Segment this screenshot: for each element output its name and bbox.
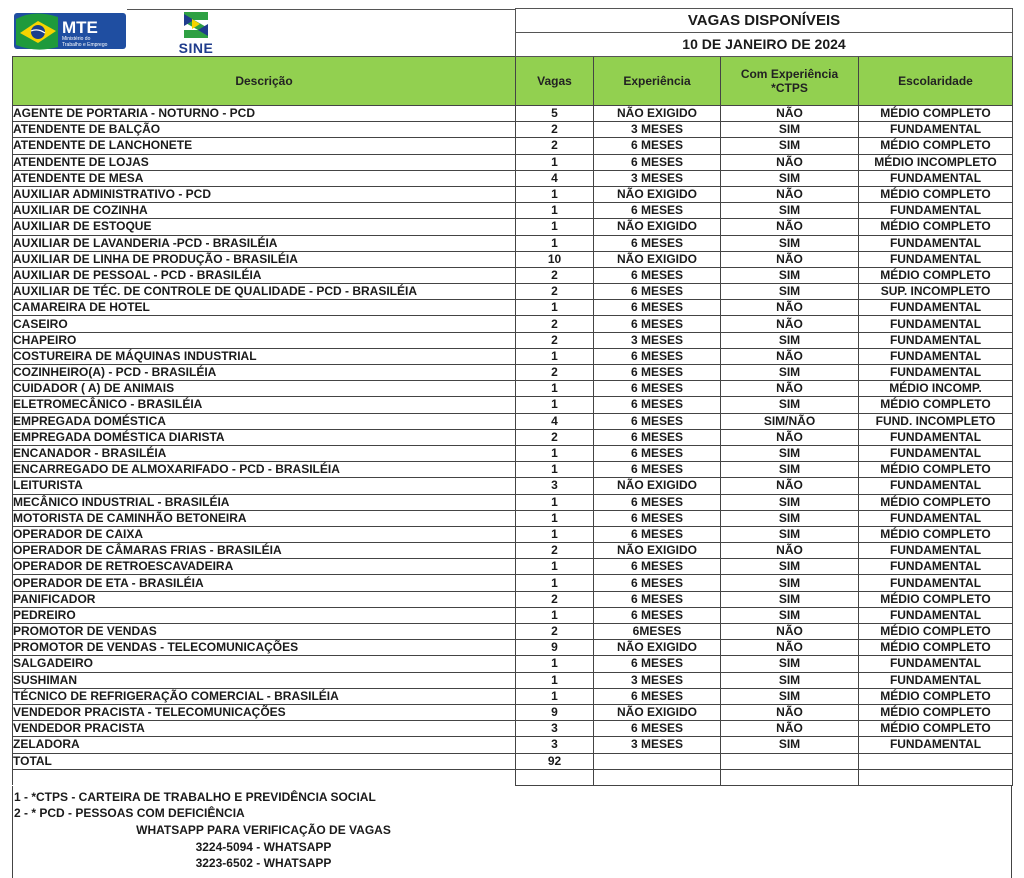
cell-experiencia: 6 MESES xyxy=(594,300,721,316)
cell-vagas: 2 xyxy=(516,365,594,381)
cell-experiencia: 6 MESES xyxy=(594,154,721,170)
cell-experiencia: 6 MESES xyxy=(594,721,721,737)
table-row xyxy=(13,429,1013,445)
cell-ctps: SIM xyxy=(721,170,859,186)
cell-experiencia: 6 MESES xyxy=(594,397,721,413)
cell-vagas: 9 xyxy=(516,640,594,656)
cell-descricao: ATENDENTE DE LANCHONETE xyxy=(13,138,516,154)
cell-experiencia: 6 MESES xyxy=(594,284,721,300)
cell-experiencia: 6 MESES xyxy=(594,445,721,461)
cell-descricao: AUXILIAR DE COZINHA xyxy=(13,203,516,219)
cell-escolaridade: MÉDIO COMPLETO xyxy=(859,591,1013,607)
cell-experiencia: NÃO EXIGIDO xyxy=(594,543,721,559)
cell-escolaridade: FUNDAMENTAL xyxy=(859,316,1013,332)
cell-ctps: NÃO xyxy=(721,106,859,122)
cell-descricao: OPERADOR DE CAIXA xyxy=(13,526,516,542)
table-row xyxy=(13,267,1013,283)
cell-escolaridade: MÉDIO COMPLETO xyxy=(859,704,1013,720)
svg-text:MTE: MTE xyxy=(62,18,98,37)
cell-escolaridade: FUNDAMENTAL xyxy=(859,235,1013,251)
cell-ctps: NÃO xyxy=(721,186,859,202)
table-row xyxy=(13,365,1013,381)
cell-vagas: 1 xyxy=(516,348,594,364)
sheet-header xyxy=(12,8,1012,56)
cell-vagas: 10 xyxy=(516,251,594,267)
sine-logo-text: SINE xyxy=(178,40,214,56)
cell-descricao: MOTORISTA DE CAMINHÃO BETONEIRA xyxy=(13,510,516,526)
table-row xyxy=(13,332,1013,348)
whatsapp-phone-2: 3223-6502 - WHATSAPP xyxy=(195,855,332,870)
cell-experiencia: 6 MESES xyxy=(594,559,721,575)
cell-ctps: SIM xyxy=(721,462,859,478)
cell-ctps: NÃO xyxy=(721,624,859,640)
cell-experiencia: NÃO EXIGIDO xyxy=(594,704,721,720)
cell-experiencia: 6 MESES xyxy=(594,591,721,607)
cell-escolaridade: FUNDAMENTAL xyxy=(859,170,1013,186)
table-row xyxy=(13,154,1013,170)
cell-vagas: 1 xyxy=(516,526,594,542)
cell-ctps: NÃO xyxy=(721,381,859,397)
cell-escolaridade: FUNDAMENTAL xyxy=(859,559,1013,575)
cell-descricao: OPERADOR DE ETA - BRASILÉIA xyxy=(13,575,516,591)
cell-escolaridade: FUNDAMENTAL xyxy=(859,251,1013,267)
cell-escolaridade: MÉDIO COMPLETO xyxy=(859,106,1013,122)
title-box xyxy=(515,8,1013,57)
cell-vagas: 1 xyxy=(516,688,594,704)
cell-vagas: 1 xyxy=(516,672,594,688)
right-border xyxy=(1011,786,1012,878)
blank-row xyxy=(13,769,1013,785)
cell-descricao: OPERADOR DE CÂMARAS FRIAS - BRASILÉIA xyxy=(13,543,516,559)
cell-escolaridade: FUNDAMENTAL xyxy=(859,445,1013,461)
cell-escolaridade: FUNDAMENTAL xyxy=(859,737,1013,753)
table-row xyxy=(13,656,1013,672)
cell-ctps: NÃO xyxy=(721,219,859,235)
cell-descricao: ELETROMECÂNICO - BRASILÉIA xyxy=(13,397,516,413)
table-row xyxy=(13,704,1013,720)
cell-ctps: NÃO xyxy=(721,154,859,170)
cell-vagas: 1 xyxy=(516,397,594,413)
cell-vagas: 2 xyxy=(516,429,594,445)
cell-escolaridade: FUNDAMENTAL xyxy=(859,300,1013,316)
table-row xyxy=(13,235,1013,251)
cell-escolaridade: FUNDAMENTAL xyxy=(859,510,1013,526)
table-row xyxy=(13,348,1013,364)
cell-vagas: 4 xyxy=(516,413,594,429)
table-row xyxy=(13,526,1013,542)
table-row xyxy=(13,607,1013,623)
cell-ctps: NÃO xyxy=(721,300,859,316)
cell-experiencia: 6 MESES xyxy=(594,365,721,381)
table-row xyxy=(13,397,1013,413)
cell-descricao: SUSHIMAN xyxy=(13,672,516,688)
cell-experiencia: 6 MESES xyxy=(594,267,721,283)
cell-descricao: AUXILIAR ADMINISTRATIVO - PCD xyxy=(13,186,516,202)
whatsapp-title: WHATSAPP PARA VERIFICAÇÃO DE VAGAS xyxy=(136,822,391,837)
table-row xyxy=(13,478,1013,494)
cell-experiencia: 6 MESES xyxy=(594,348,721,364)
cell-ctps: NÃO xyxy=(721,316,859,332)
cell-vagas: 2 xyxy=(516,122,594,138)
cell-vagas: 1 xyxy=(516,235,594,251)
cell-descricao: CAMAREIRA DE HOTEL xyxy=(13,300,516,316)
cell-escolaridade: MÉDIO COMPLETO xyxy=(859,186,1013,202)
cell-escolaridade: MÉDIO COMPLETO xyxy=(859,494,1013,510)
cell-vagas: 3 xyxy=(516,478,594,494)
cell-ctps: NÃO xyxy=(721,478,859,494)
cell-experiencia: 6 MESES xyxy=(594,235,721,251)
col-header-experiencia: Experiência xyxy=(594,57,721,106)
cell-experiencia: 3 MESES xyxy=(594,332,721,348)
col-header-escolaridade: Escolaridade xyxy=(859,57,1013,106)
cell-vagas: 1 xyxy=(516,154,594,170)
cell-experiencia: 6 MESES xyxy=(594,510,721,526)
cell-vagas: 1 xyxy=(516,575,594,591)
cell-descricao: VENDEDOR PRACISTA xyxy=(13,721,516,737)
cell-ctps: SIM xyxy=(721,284,859,300)
table-row xyxy=(13,413,1013,429)
table-row xyxy=(13,381,1013,397)
table-row xyxy=(13,284,1013,300)
cell-escolaridade: FUNDAMENTAL xyxy=(859,575,1013,591)
cell-ctps: SIM xyxy=(721,267,859,283)
cell-vagas: 3 xyxy=(516,737,594,753)
table-row xyxy=(13,251,1013,267)
table-row xyxy=(13,138,1013,154)
cell-ctps: SIM xyxy=(721,688,859,704)
whatsapp-phone-1: 3224-5094 - WHATSAPP xyxy=(195,839,332,854)
cell-vagas: 2 xyxy=(516,624,594,640)
cell-escolaridade: MÉDIO COMPLETO xyxy=(859,462,1013,478)
cell-vagas: 1 xyxy=(516,607,594,623)
cell-descricao: COZINHEIRO(A) - PCD - BRASILÉIA xyxy=(13,365,516,381)
cell-descricao: AUXILIAR DE TÉC. DE CONTROLE DE QUALIDADE - PCD - BRASILÉIA xyxy=(13,284,516,300)
total-value: 92 xyxy=(516,753,594,769)
col-header-ctps-line2: *CTPS xyxy=(771,81,808,95)
table-row xyxy=(13,737,1013,753)
cell-escolaridade: MÉDIO COMPLETO xyxy=(859,219,1013,235)
cell-escolaridade: FUNDAMENTAL xyxy=(859,607,1013,623)
table-row xyxy=(13,106,1013,122)
cell-ctps: NÃO xyxy=(721,543,859,559)
table-row xyxy=(13,494,1013,510)
cell-ctps: SIM/NÃO xyxy=(721,413,859,429)
cell-ctps: NÃO xyxy=(721,640,859,656)
cell-escolaridade: FUNDAMENTAL xyxy=(859,332,1013,348)
blank-cell xyxy=(13,769,516,785)
cell-vagas: 9 xyxy=(516,704,594,720)
cell-experiencia: 6MESES xyxy=(594,624,721,640)
svg-text:Ministério do: Ministério do xyxy=(62,36,91,42)
cell-vagas: 2 xyxy=(516,591,594,607)
cell-experiencia: 6 MESES xyxy=(594,656,721,672)
cell-vagas: 1 xyxy=(516,219,594,235)
cell-vagas: 1 xyxy=(516,559,594,575)
cell-descricao: PANIFICADOR xyxy=(13,591,516,607)
cell-vagas: 1 xyxy=(516,203,594,219)
table-row xyxy=(13,170,1013,186)
cell-experiencia: NÃO EXIGIDO xyxy=(594,640,721,656)
cell-descricao: LEITURISTA xyxy=(13,478,516,494)
table-body xyxy=(13,106,1013,754)
cell-ctps: SIM xyxy=(721,656,859,672)
cell-escolaridade: MÉDIO INCOMPLETO xyxy=(859,154,1013,170)
cell-descricao: ATENDENTE DE LOJAS xyxy=(13,154,516,170)
table-row xyxy=(13,624,1013,640)
footnote-pcd: 2 - * PCD - PESSOAS COM DEFICIÊNCIA xyxy=(14,805,245,820)
cell-descricao: CHAPEIRO xyxy=(13,332,516,348)
cell-escolaridade: FUND. INCOMPLETO xyxy=(859,413,1013,429)
cell-escolaridade: MÉDIO COMPLETO xyxy=(859,721,1013,737)
cell-vagas: 2 xyxy=(516,138,594,154)
cell-experiencia: 3 MESES xyxy=(594,737,721,753)
cell-experiencia: NÃO EXIGIDO xyxy=(594,219,721,235)
cell-descricao: TÉCNICO DE REFRIGERAÇÃO COMERCIAL - BRASILÉIA xyxy=(13,688,516,704)
total-empty-cell xyxy=(859,753,1013,769)
cell-descricao: VENDEDOR PRACISTA - TELECOMUNICAÇÕES xyxy=(13,704,516,720)
total-empty-cell xyxy=(594,753,721,769)
cell-escolaridade: FUNDAMENTAL xyxy=(859,122,1013,138)
cell-ctps: SIM xyxy=(721,510,859,526)
page-title: VAGAS DISPONÍVEIS xyxy=(516,9,1012,33)
cell-vagas: 3 xyxy=(516,721,594,737)
table-row xyxy=(13,186,1013,202)
cell-vagas: 2 xyxy=(516,267,594,283)
cell-experiencia: 6 MESES xyxy=(594,381,721,397)
cell-descricao: PROMOTOR DE VENDAS xyxy=(13,624,516,640)
cell-escolaridade: SUP. INCOMPLETO xyxy=(859,284,1013,300)
cell-descricao: AGENTE DE PORTARIA - NOTURNO - PCD xyxy=(13,106,516,122)
cell-vagas: 4 xyxy=(516,170,594,186)
cell-escolaridade: MÉDIO COMPLETO xyxy=(859,397,1013,413)
col-header-descricao: Descrição xyxy=(13,57,516,106)
total-row xyxy=(13,753,1013,769)
cell-vagas: 1 xyxy=(516,462,594,478)
cell-escolaridade: FUNDAMENTAL xyxy=(859,672,1013,688)
cell-ctps: NÃO xyxy=(721,348,859,364)
cell-escolaridade: FUNDAMENTAL xyxy=(859,365,1013,381)
cell-vagas: 2 xyxy=(516,284,594,300)
cell-experiencia: 6 MESES xyxy=(594,526,721,542)
cell-escolaridade: FUNDAMENTAL xyxy=(859,203,1013,219)
cell-ctps: SIM xyxy=(721,203,859,219)
cell-experiencia: 3 MESES xyxy=(594,170,721,186)
cell-experiencia: 6 MESES xyxy=(594,203,721,219)
cell-vagas: 1 xyxy=(516,186,594,202)
table-row xyxy=(13,510,1013,526)
cell-descricao: PROMOTOR DE VENDAS - TELECOMUNICAÇÕES xyxy=(13,640,516,656)
cell-descricao: AUXILIAR DE LAVANDERIA -PCD - BRASILÉIA xyxy=(13,235,516,251)
cell-escolaridade: MÉDIO COMPLETO xyxy=(859,138,1013,154)
cell-descricao: OPERADOR DE RETROESCAVADEIRA xyxy=(13,559,516,575)
cell-escolaridade: MÉDIO COMPLETO xyxy=(859,640,1013,656)
cell-experiencia: 6 MESES xyxy=(594,688,721,704)
cell-ctps: SIM xyxy=(721,672,859,688)
cell-descricao: ENCARREGADO DE ALMOXARIFADO - PCD - BRASILÉIA xyxy=(13,462,516,478)
cell-escolaridade: MÉDIO COMPLETO xyxy=(859,624,1013,640)
cell-ctps: SIM xyxy=(721,737,859,753)
cell-experiencia: 6 MESES xyxy=(594,607,721,623)
cell-experiencia: 6 MESES xyxy=(594,429,721,445)
cell-ctps: SIM xyxy=(721,445,859,461)
cell-escolaridade: MÉDIO COMPLETO xyxy=(859,267,1013,283)
cell-escolaridade: FUNDAMENTAL xyxy=(859,543,1013,559)
table-row xyxy=(13,688,1013,704)
cell-ctps: SIM xyxy=(721,365,859,381)
total-label: TOTAL xyxy=(13,753,516,769)
cell-vagas: 1 xyxy=(516,300,594,316)
cell-vagas: 1 xyxy=(516,381,594,397)
job-vacancies-sheet xyxy=(12,8,1012,878)
cell-experiencia: 6 MESES xyxy=(594,138,721,154)
table-header-row xyxy=(13,57,1013,106)
publication-date: 10 DE JANEIRO DE 2024 xyxy=(516,33,1012,57)
table-row xyxy=(13,543,1013,559)
cell-vagas: 2 xyxy=(516,316,594,332)
table-row xyxy=(13,219,1013,235)
table-row xyxy=(13,672,1013,688)
table-row xyxy=(13,316,1013,332)
cell-escolaridade: MÉDIO INCOMP. xyxy=(859,381,1013,397)
cell-escolaridade: MÉDIO COMPLETO xyxy=(859,688,1013,704)
table-row xyxy=(13,591,1013,607)
cell-experiencia: 6 MESES xyxy=(594,494,721,510)
cell-escolaridade: FUNDAMENTAL xyxy=(859,478,1013,494)
cell-ctps: NÃO xyxy=(721,429,859,445)
cell-ctps: SIM xyxy=(721,559,859,575)
blank-cell xyxy=(721,769,859,785)
mte-logo-icon xyxy=(14,11,126,51)
table-row xyxy=(13,462,1013,478)
cell-escolaridade: FUNDAMENTAL xyxy=(859,429,1013,445)
cell-descricao: ENCANADOR - BRASILÉIA xyxy=(13,445,516,461)
vacancies-table xyxy=(12,56,1013,786)
cell-descricao: CASEIRO xyxy=(13,316,516,332)
table-row xyxy=(13,721,1013,737)
cell-descricao: EMPREGADA DOMÉSTICA xyxy=(13,413,516,429)
cell-vagas: 1 xyxy=(516,656,594,672)
cell-ctps: NÃO xyxy=(721,251,859,267)
svg-text:Trabalho e Emprego: Trabalho e Emprego xyxy=(62,42,108,48)
table-row xyxy=(13,575,1013,591)
cell-experiencia: 6 MESES xyxy=(594,575,721,591)
cell-experiencia: 6 MESES xyxy=(594,462,721,478)
col-header-com-experiencia-ctps xyxy=(721,57,859,106)
cell-experiencia: NÃO EXIGIDO xyxy=(594,478,721,494)
cell-escolaridade: FUNDAMENTAL xyxy=(859,348,1013,364)
cell-ctps: SIM xyxy=(721,607,859,623)
total-empty-cell xyxy=(721,753,859,769)
table-row xyxy=(13,445,1013,461)
cell-experiencia: NÃO EXIGIDO xyxy=(594,186,721,202)
cell-ctps: SIM xyxy=(721,494,859,510)
blank-cell xyxy=(516,769,594,785)
table-row xyxy=(13,122,1013,138)
cell-ctps: SIM xyxy=(721,526,859,542)
cell-vagas: 1 xyxy=(516,445,594,461)
cell-descricao: PEDREIRO xyxy=(13,607,516,623)
cell-descricao: ZELADORA xyxy=(13,737,516,753)
cell-ctps: NÃO xyxy=(721,721,859,737)
cell-descricao: ATENDENTE DE BALÇÃO xyxy=(13,122,516,138)
cell-descricao: CUIDADOR ( A) DE ANIMAIS xyxy=(13,381,516,397)
col-header-vagas: Vagas xyxy=(516,57,594,106)
cell-experiencia: NÃO EXIGIDO xyxy=(594,106,721,122)
cell-vagas: 2 xyxy=(516,332,594,348)
blank-cell xyxy=(594,769,721,785)
cell-ctps: SIM xyxy=(721,138,859,154)
table-row xyxy=(13,203,1013,219)
cell-ctps: SIM xyxy=(721,397,859,413)
cell-vagas: 1 xyxy=(516,494,594,510)
cell-descricao: AUXILIAR DE LINHA DE PRODUÇÃO - BRASILÉIA xyxy=(13,251,516,267)
cell-experiencia: 3 MESES xyxy=(594,122,721,138)
cell-descricao: ATENDENTE DE MESA xyxy=(13,170,516,186)
cell-vagas: 5 xyxy=(516,106,594,122)
cell-descricao: AUXILIAR DE PESSOAL - PCD - BRASILÉIA xyxy=(13,267,516,283)
cell-experiencia: 6 MESES xyxy=(594,413,721,429)
cell-ctps: SIM xyxy=(721,235,859,251)
cell-experiencia: 3 MESES xyxy=(594,672,721,688)
cell-descricao: EMPREGADA DOMÉSTICA DIARISTA xyxy=(13,429,516,445)
cell-experiencia: 6 MESES xyxy=(594,316,721,332)
table-row xyxy=(13,559,1013,575)
footnotes xyxy=(12,786,1012,878)
cell-vagas: 2 xyxy=(516,543,594,559)
col-header-ctps-line1: Com Experiência xyxy=(740,67,839,81)
cell-escolaridade: MÉDIO COMPLETO xyxy=(859,526,1013,542)
table-row xyxy=(13,300,1013,316)
footnote-ctps: 1 - *CTPS - CARTEIRA DE TRABALHO E PREVIDÊNCIA SOCIAL xyxy=(14,789,376,804)
blank-cell xyxy=(859,769,1013,785)
cell-descricao: AUXILIAR DE ESTOQUE xyxy=(13,219,516,235)
cell-ctps: NÃO xyxy=(721,704,859,720)
cell-ctps: SIM xyxy=(721,332,859,348)
cell-descricao: SALGADEIRO xyxy=(13,656,516,672)
cell-vagas: 1 xyxy=(516,510,594,526)
cell-ctps: SIM xyxy=(721,575,859,591)
sine-logo xyxy=(174,10,218,56)
cell-experiencia: NÃO EXIGIDO xyxy=(594,251,721,267)
sine-emblem-icon xyxy=(174,10,218,40)
cell-ctps: SIM xyxy=(721,122,859,138)
cell-escolaridade: FUNDAMENTAL xyxy=(859,656,1013,672)
cell-ctps: SIM xyxy=(721,591,859,607)
table-row xyxy=(13,640,1013,656)
cell-descricao: COSTUREIRA DE MÁQUINAS INDUSTRIAL xyxy=(13,348,516,364)
cell-descricao: MECÂNICO INDUSTRIAL - BRASILÉIA xyxy=(13,494,516,510)
